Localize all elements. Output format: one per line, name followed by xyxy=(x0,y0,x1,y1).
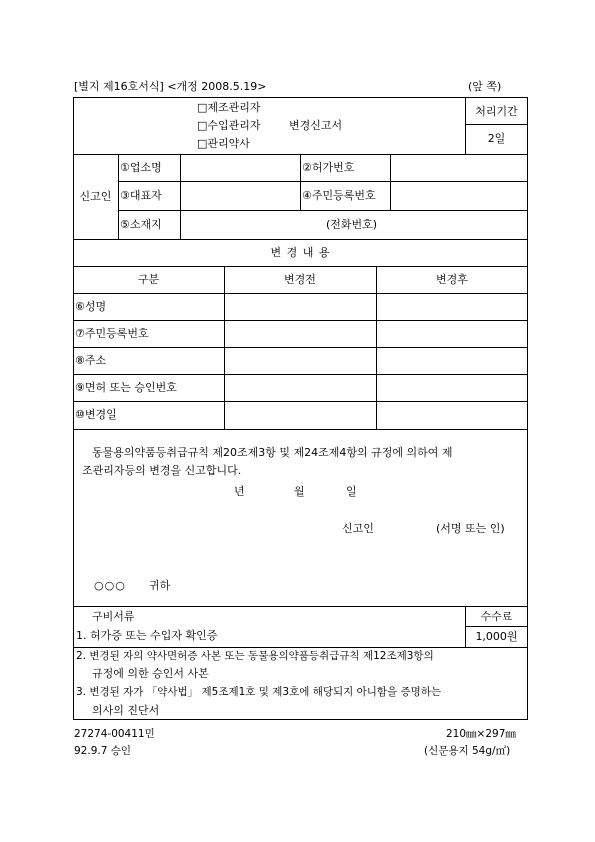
footer-approval: 92.9.7 승인 xyxy=(74,745,132,757)
signature-placeholder: (서명 또는 인) xyxy=(436,522,505,535)
honorific: 귀하 xyxy=(149,579,171,592)
option-managing-pharmacist[interactable]: □관리약사 xyxy=(197,137,250,150)
form-id: [별지 제16호서식] <개정 2008.5.19> xyxy=(74,80,267,93)
date-month: 월 xyxy=(294,485,305,498)
row-resident-number: ⑦주민등록번호 xyxy=(75,327,149,340)
phone-label: (전화번호) xyxy=(326,218,378,231)
fee-value: 1,000원 xyxy=(475,630,518,643)
col-after: 변경후 xyxy=(436,273,468,286)
row-change-date: ⑩변경일 xyxy=(75,408,117,421)
representative-label: ③대표자 xyxy=(120,189,162,202)
recipient: ○○○ xyxy=(94,579,126,592)
date-day: 일 xyxy=(346,485,357,498)
footer-size: 210㎜×297㎜ xyxy=(446,728,516,740)
date-year: 년 xyxy=(234,485,245,498)
address-label: ⑤소재지 xyxy=(120,218,162,231)
reporter-sign-label: 신고인 xyxy=(342,522,374,535)
change-section-title: 변 경 내 용 xyxy=(270,246,331,259)
form-title: 변경신고서 xyxy=(289,119,343,132)
resident-number-label: ④주민등록번호 xyxy=(302,189,376,202)
row-name: ⑥성명 xyxy=(75,300,107,313)
option-manufacturing-manager[interactable]: □제조관리자 xyxy=(197,101,261,114)
permit-number-label: ②허가번호 xyxy=(302,161,355,174)
reporter-label: 신고인 xyxy=(79,190,112,203)
declaration-line2: 조관리자등의 변경을 신고합니다. xyxy=(82,464,242,477)
processing-period-label: 처리기간 xyxy=(475,105,518,118)
page-side: (앞 쪽) xyxy=(468,80,502,93)
row-address: ⑧주소 xyxy=(75,354,107,367)
processing-period-value: 2일 xyxy=(487,132,506,145)
footer-paper: (신문용지 54g/㎡) xyxy=(424,745,511,757)
col-category: 구분 xyxy=(137,273,160,286)
document-item-2b: 규정에 의한 승인서 사본 xyxy=(92,667,209,680)
col-before: 변경전 xyxy=(284,273,316,286)
document-item-2a: 2. 변경된 자의 약사면허증 사본 또는 동물용의약품등취급규칙 제12조제3항의 xyxy=(76,650,434,662)
footer-code: 27274-00411민 xyxy=(74,728,155,740)
document-item-1: 1. 허가증 또는 수입자 확인증 xyxy=(76,629,218,642)
option-import-manager[interactable]: □수입관리자 xyxy=(197,119,261,132)
fee-label: 수수료 xyxy=(480,610,513,623)
declaration-line1: 동물용의약품등취급규칙 제20조제3항 및 제24조제4항의 규정에 의하여 제 xyxy=(92,446,453,459)
document-item-3a: 3. 변경된 자가 「약사법」 제5조제1호 및 제3호에 해당되지 아니함을 증명하는 xyxy=(76,686,442,698)
business-name-label: ①업소명 xyxy=(120,161,162,174)
documents-title: 구비서류 xyxy=(92,610,135,623)
row-license-number: ⑨면허 또는 승인번호 xyxy=(75,381,177,394)
document-item-3b: 의사의 진단서 xyxy=(92,704,160,717)
